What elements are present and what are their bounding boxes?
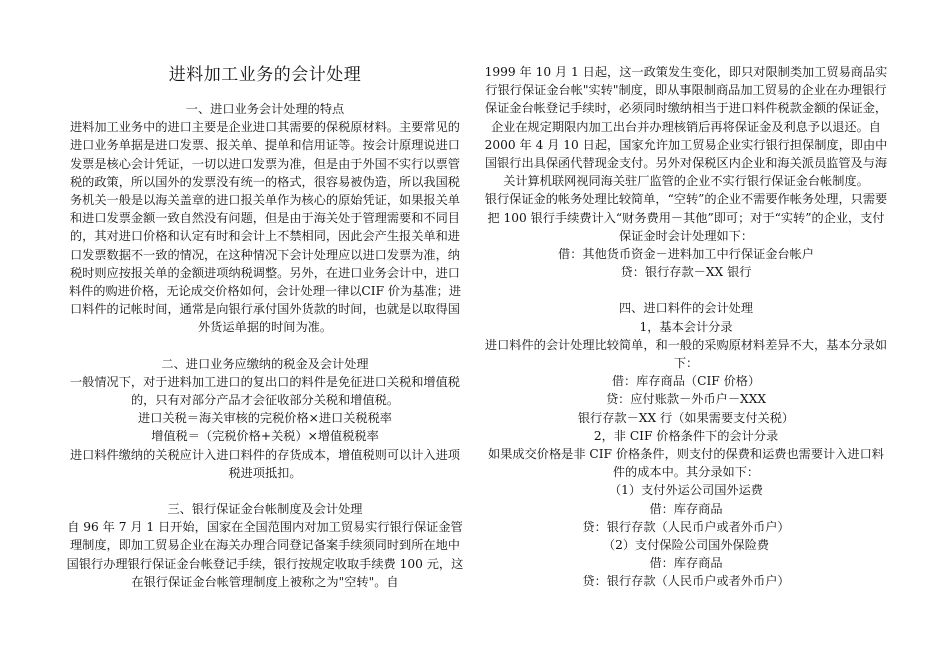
entry-2-debit: 借：库存商品（CIF 价格） — [611, 374, 761, 389]
insurance-credit: 贷：银行存款（人民币户或者外币户） — [582, 574, 790, 589]
insurance-debit: 借：库存商品 — [649, 556, 723, 571]
section-heading-2: 二、进口业务应缴纳的税金及会计处理 — [161, 356, 369, 371]
section-2-intro: 一般情况下，对于进料加工进口的复出口的料件是免征进口关税和增值税的，只有对部分产品才会征收部分关税和增值税。 — [70, 374, 460, 408]
section-3-body: 自 96 年 7 月 1 日开始，国家在全国范围内对加工贸易实行银行保证金管理制度，即加工贸易企业在海关办理合同登记备案手续须同时到所在地中国银行办理银行保证金台帐登记手续，银行按规定收取手续费 100 元，这在银行保证金台帐管理制度上被称之为"空转"。自 — [66, 520, 464, 589]
section-heading-1: 一、进口业务会计处理的特点 — [185, 102, 345, 116]
entry-2-credit-1: 贷：应付账款－外币户－XXX — [605, 392, 767, 407]
entry-2-credit-2: 银行存款－XX 行（如果需要支付关税） — [577, 410, 795, 425]
bank-deposit-paragraph: 银行保证金的帐务处理比较简单，“空转”的企业不需要作帐务处理，只需要把 100 银行手续费计入“财务费用－其他”即可；对于“实转”的企业，支付保证金时会计处理如下： — [484, 192, 888, 243]
section-1-body: 进料加工业务中的进口主要是企业进口其需要的保税原材料。主要常见的进口业务单据是进口发票、报关单、提单和信用证等。按会计原理说进口发票是核心会计凭证，一切以进口发票为准，但是由于外国不实行以票管税的政策，所以国外的发票没有统一的格式，很容易被伪造，所以我国税务机关一般是以海关盖章的进口报关单作为核心的原始凭证，如果报关单和进口发票金额一致自然没有问题，但是由于海关处于管理需要和不同目的，其对进口价格和认定有时和会计上不禁相同，因此会产生报关单和进口发票数据不一致的情况，在这种情况下会计处理应以进口发票为准，纳税时则应按报关单的金额进项纳税调整。另外，在进口业务会计中，进口料件的购进价格，无论成交价格如何，会计处理一律以CIF 价为基准；进口料件的记帐时间，通常是向银行承付国外货款的时间，也就是以取得国外货运单据的时间为准。 — [68, 120, 462, 335]
entry-1-debit: 借：其他货币资金－进料加工中行保证金台帐户 — [558, 247, 814, 262]
insurance-item-heading: （2）支付保险公司国外保险费 — [602, 538, 770, 553]
entry-1-credit: 贷：银行存款－XX 银行 — [620, 265, 752, 280]
subsection-1-body: 进口料件的会计处理比较简单，和一般的采购原材料差异不大，基本分录如下： — [484, 337, 888, 371]
freight-debit: 借：库存商品 — [649, 501, 723, 516]
section-3-continued: 1999 年 10 月 1 日起，这一政策发生变化，即只对限制类加工贸易商品实行银行保证金台帐"实转"制度，即从事限制商品加工贸易的企业在办理银行保证金台帐登记手续时，必须同时缴纳相当于进口料件税款金额的保证金，企业在规定期限内加工出台并办理核销后再将保证金及利息予以退还。自 2000 年 4 月 10 日起，国家允许加工贸易企业实行银行担保制度，即由中国银行出具保函代替现金支付。另外对保税区内企业和海关派员监管及与海关计算机联网视同海关驻厂监管的企业不实行银行保证金台帐制度。 — [484, 65, 888, 189]
section-2-outro: 进口料件缴纳的关税应计入进口料件的存货成本，增值税则可以计入进项税进项抵扣。 — [70, 447, 460, 480]
subsection-1-heading: 1，基本会计分录 — [639, 319, 733, 334]
section-heading-3: 三、银行保证金台帐制度及会计处理 — [167, 502, 363, 517]
subsection-2-heading: 2，非 CIF 价格条件下的会计分录 — [593, 428, 779, 443]
subsection-2-body: 如果成交价格是非 CIF 价格条件，则支付的保费和运费也需要计入进口料件的成本中。其分录如下： — [488, 447, 884, 480]
left-column — [64, 58, 466, 591]
right-column — [484, 63, 888, 591]
section-heading-4: 四、进口料件的会计处理 — [618, 301, 754, 316]
vat-formula: 增值税＝（完税价格+关税）×增值税税率 — [151, 429, 379, 444]
freight-item-heading: （1）支付外运公司国外运费 — [608, 483, 763, 498]
document-title: 进料加工业务的会计处理 — [168, 65, 362, 85]
freight-credit: 贷：银行存款（人民币户或者外币户） — [582, 519, 790, 534]
tariff-formula: 进口关税＝海关审核的完税价格×进口关税税率 — [138, 411, 392, 426]
